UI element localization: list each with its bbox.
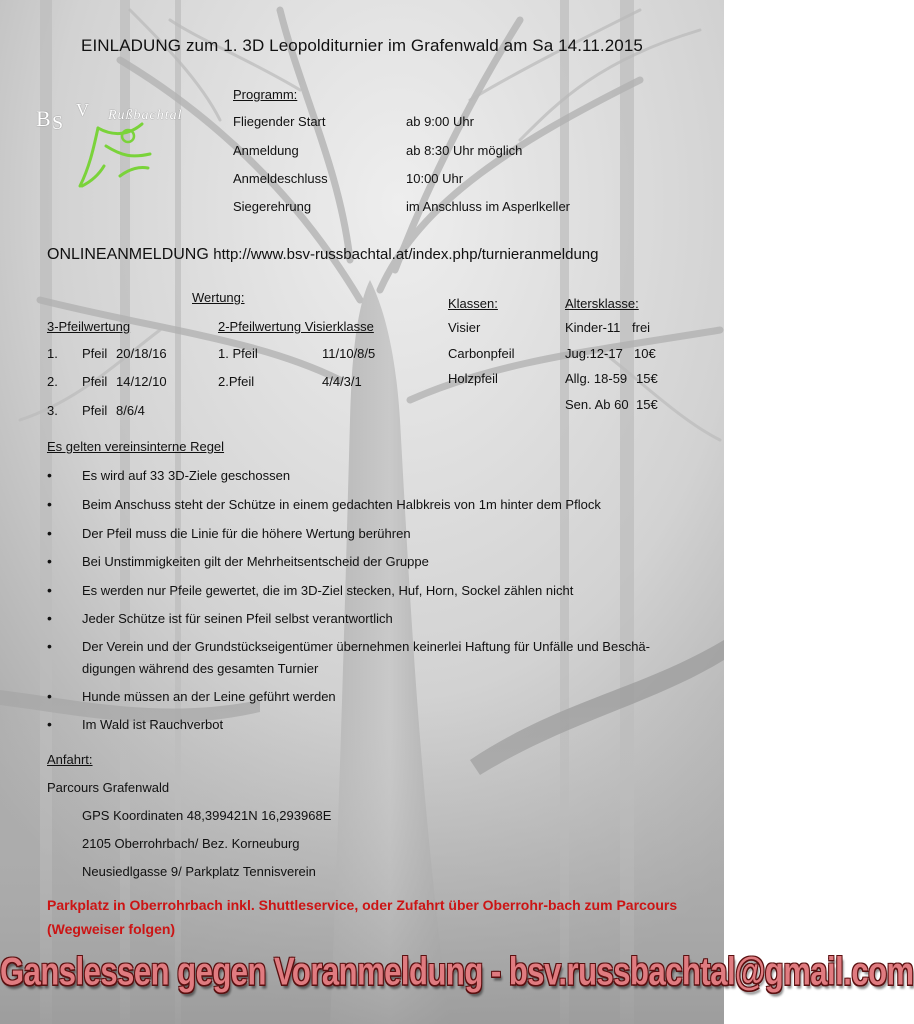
three-arrow-num-2: 2. bbox=[47, 374, 58, 389]
programm-label-anmeldeschluss: Anmeldeschluss bbox=[233, 171, 328, 186]
rule-bullet bbox=[47, 496, 57, 514]
programm-label-anmeldung: Anmeldung bbox=[233, 143, 299, 158]
altersklasse-label-senioren: Sen. Ab 60 bbox=[565, 397, 629, 412]
three-arrow-label-1: Pfeil bbox=[82, 346, 108, 361]
altersklasse-price-kinder: frei bbox=[632, 320, 651, 335]
rule-bullet bbox=[47, 582, 57, 600]
rule-bullet bbox=[47, 467, 57, 485]
two-arrow-label-2: 2.Pfeil bbox=[218, 374, 255, 389]
rule-item: Bei Unstimmigkeiten gilt der Mehrheitsentscheid der Gruppe bbox=[82, 554, 429, 569]
rule-item: Es wird auf 33 3D-Ziele geschossen bbox=[82, 468, 291, 483]
anfahrt-heading: Anfahrt: bbox=[47, 752, 93, 767]
altersklasse-price-jugend: 10€ bbox=[634, 346, 656, 361]
rule-item: Im Wald ist Rauchverbot bbox=[82, 717, 224, 732]
three-arrow-points-1: 20/18/16 bbox=[116, 346, 167, 361]
programm-value-anmeldeschluss: 10:00 Uhr bbox=[406, 171, 464, 186]
three-arrow-points-3: 8/6/4 bbox=[116, 403, 145, 418]
programm-label-start: Fliegender Start bbox=[233, 114, 326, 129]
three-arrow-num-1: 1. bbox=[47, 346, 58, 361]
club-logo bbox=[32, 96, 222, 196]
two-arrow-label-1: 1. Pfeil bbox=[218, 346, 258, 361]
anfahrt-place: Parcours Grafenwald bbox=[47, 780, 170, 795]
parking-note: Parkplatz in Oberrohrbach inkl. Shuttleservice, oder Zufahrt über Oberrohr-bach zum Parcours (Wegweiser folgen) bbox=[47, 897, 678, 937]
two-arrow-points-2: 4/4/3/1 bbox=[322, 374, 362, 389]
two-arrow-heading: 2-Pfeilwertung Visierklasse bbox=[218, 319, 374, 334]
klassen-item-visier: Visier bbox=[448, 320, 481, 335]
klassen-item-holz: Holzpfeil bbox=[448, 371, 498, 386]
rule-bullet bbox=[47, 688, 57, 706]
altersklasse-label-jugend: Jug.12-17 bbox=[565, 346, 623, 361]
rules-heading: Es gelten vereinsinterne Regel bbox=[47, 439, 225, 454]
rule-bullet bbox=[47, 638, 57, 656]
programm-value-start: ab 9:00 Uhr bbox=[406, 114, 474, 129]
programm-label-siegerehrung: Siegerehrung bbox=[233, 199, 312, 214]
altersklasse-price-allgemein: 15€ bbox=[636, 371, 658, 386]
altersklasse-label-kinder: Kinder-11 bbox=[565, 320, 621, 335]
rule-item: Es werden nur Pfeile gewertet, die im 3D-Ziel stecken, Huf, Horn, Sockel zählen nicht bbox=[82, 583, 574, 598]
altersklasse-label-allgemein: Allg. 18-59 bbox=[565, 371, 628, 386]
rule-bullet bbox=[47, 525, 57, 543]
anfahrt-street: Neusiedlgasse 9/ Parkplatz Tennisverein bbox=[82, 864, 316, 879]
three-arrow-label-2: Pfeil bbox=[82, 374, 108, 389]
altersklasse-price-senioren: 15€ bbox=[636, 397, 658, 412]
programm-heading: Programm: bbox=[233, 87, 298, 102]
logo-letter-v: V bbox=[76, 100, 89, 120]
rule-item: Beim Anschuss steht der Schütze in einem gedachten Halbkreis von 1m hinter dem Pflock bbox=[82, 497, 601, 512]
rule-item: Jeder Schütze ist für seinen Pfeil selbst verantwortlich bbox=[82, 611, 393, 626]
rule-item: Hunde müssen an der Leine geführt werden bbox=[82, 689, 336, 704]
logo-letter-s: S bbox=[52, 112, 64, 134]
rule-bullet bbox=[47, 553, 57, 571]
altersklasse-heading: Altersklasse: bbox=[565, 296, 639, 311]
rule-bullet bbox=[47, 716, 57, 734]
anfahrt-city: 2105 Oberrohrbach/ Bez. Korneuburg bbox=[82, 836, 300, 851]
programm-value-anmeldung: ab 8:30 Uhr möglich bbox=[406, 143, 523, 158]
page-title: EINLADUNG zum 1. 3D Leopolditurnier im Grafenwald am Sa 14.11.2015 bbox=[81, 36, 643, 55]
programm-value-siegerehrung: im Anschluss im Asperlkeller bbox=[406, 199, 570, 214]
wertung-heading: Wertung: bbox=[192, 290, 245, 305]
klassen-item-carbon: Carbonpfeil bbox=[448, 346, 515, 361]
klassen-heading: Klassen: bbox=[448, 296, 498, 311]
online-registration bbox=[47, 246, 598, 264]
three-arrow-heading: 3-Pfeilwertung bbox=[47, 319, 131, 334]
rule-item: Der Verein und der Grundstückseigentümer übernehmen keinerlei Haftung für Unfälle und Beschä-digungen während des gesamten Turnier bbox=[82, 639, 650, 676]
anfahrt-gps: GPS Koordinaten 48,399421N 16,293968E bbox=[82, 808, 332, 823]
three-arrow-num-3: 3. bbox=[47, 403, 58, 418]
online-registration-link[interactable]: http://www.bsv-russbachtal.at/index.php/turnieranmeldung bbox=[213, 246, 599, 263]
rule-item: Der Pfeil muss die Linie für die höhere Wertung berühren bbox=[82, 526, 411, 541]
two-arrow-points-1: 11/10/8/5 bbox=[322, 346, 376, 361]
rule-bullet bbox=[47, 610, 57, 628]
footer-banner: Ganslessen gegen Voranmeldung - bsv.russbachtal@gmail.com bbox=[0, 949, 914, 994]
three-arrow-label-3: Pfeil bbox=[82, 403, 108, 418]
online-registration-label: ONLINEANMELDUNG bbox=[47, 246, 209, 263]
logo-letter-b: B bbox=[36, 106, 51, 131]
three-arrow-points-2: 14/12/10 bbox=[116, 374, 167, 389]
logo-club-name: Rußbachtal bbox=[108, 108, 183, 123]
